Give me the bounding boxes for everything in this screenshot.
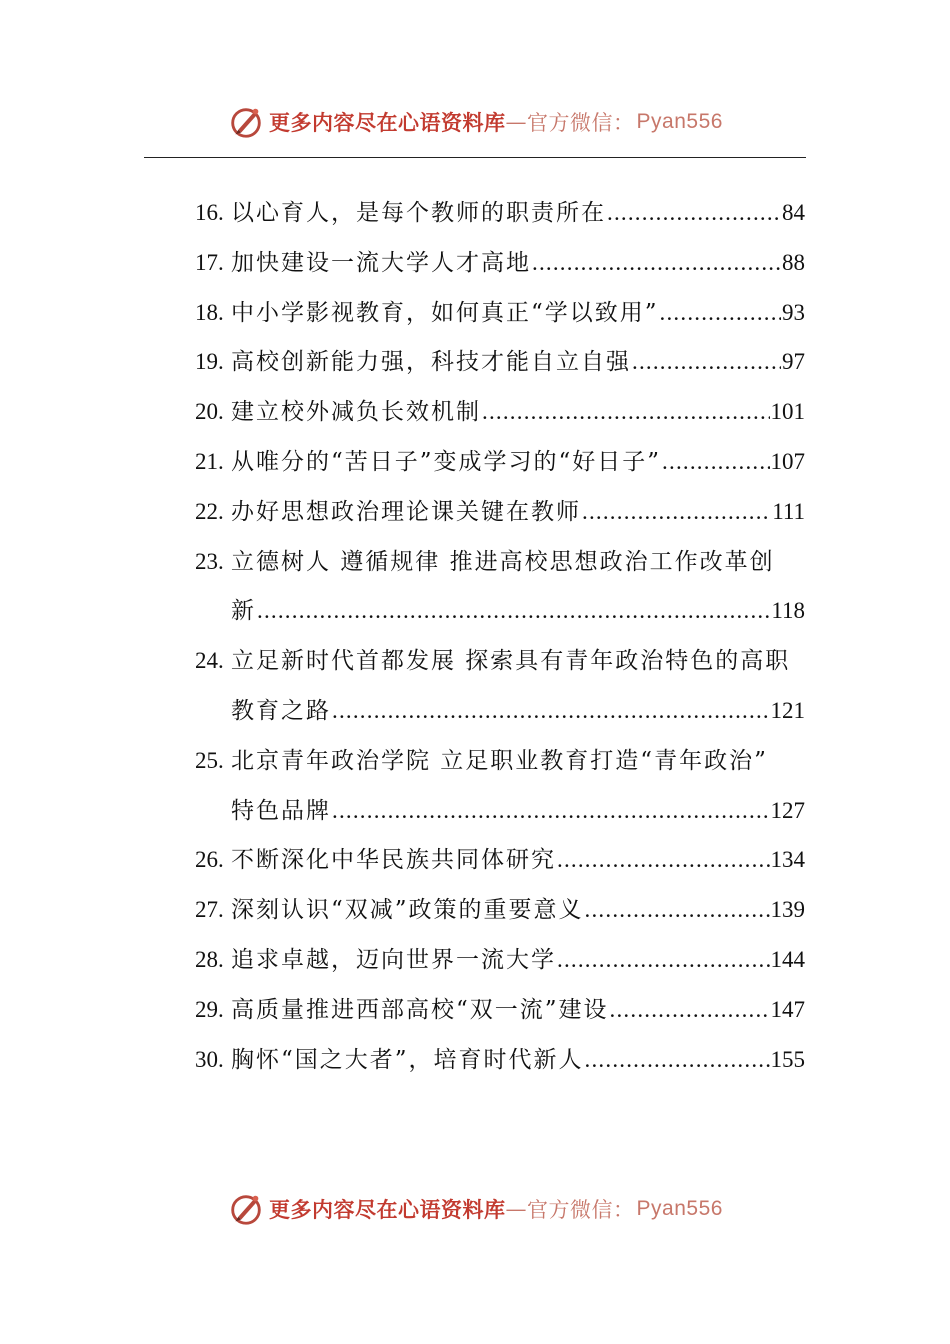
toc-dot-leader: [632, 337, 781, 387]
toc-entry-page: 97: [782, 349, 805, 375]
table-of-contents: [195, 188, 805, 1084]
toc-entry-page: 118: [771, 598, 805, 624]
toc-entry[interactable]: [195, 437, 805, 487]
toc-entry-page: 93: [782, 299, 805, 325]
toc-entry-title: 深刻认识“双减”政策的重要意义: [231, 897, 584, 924]
toc-entry-line: [195, 387, 805, 437]
toc-entry[interactable]: [195, 387, 805, 437]
toc-entry-line: [195, 636, 805, 686]
toc-entry-page: 88: [782, 249, 805, 275]
toc-entry-number: 16.: [195, 200, 224, 225]
toc-entry-page: 134: [770, 847, 805, 873]
toc-entry-line: [195, 288, 805, 338]
toc-entry-page: 101: [770, 399, 805, 425]
wechat-label: 官方微信：: [527, 111, 635, 135]
toc-entry-page: 144: [770, 946, 805, 972]
toc-dot-leader: [557, 835, 770, 885]
header-rule: [144, 157, 806, 158]
toc-entry-title: 办好思想政治理论课关键在教师: [231, 498, 581, 525]
toc-entry[interactable]: [195, 288, 805, 338]
wechat-id: Pyan556: [636, 110, 723, 133]
footer-watermark: [0, 1190, 950, 1228]
toc-entry[interactable]: [195, 736, 805, 836]
toc-entry[interactable]: [195, 935, 805, 985]
toc-entry-page: 155: [770, 1046, 805, 1072]
toc-entry-page: 107: [770, 448, 805, 474]
toc-dot-leader: [662, 437, 769, 487]
toc-entry-number: 21.: [195, 448, 224, 474]
toc-entry-title: 特色品牌: [231, 797, 331, 824]
toc-entry-number: 30.: [195, 1046, 224, 1072]
toc-entry-line: [195, 586, 805, 636]
toc-dot-leader: [585, 1035, 770, 1085]
toc-entry-title: 中小学影视教育，如何真正“学以致用”: [231, 299, 659, 326]
brand-dash: —: [505, 1197, 528, 1221]
toc-entry-line: [195, 487, 805, 537]
toc-dot-leader: [482, 387, 770, 437]
toc-entry-title: 以心育人，是每个教师的职责所在: [231, 200, 606, 226]
toc-entry-number: 20.: [195, 399, 224, 425]
toc-entry[interactable]: [195, 188, 805, 238]
toc-entry-title: 追求卓越，迈向世界一流大学: [231, 946, 556, 973]
header-watermark: [0, 103, 950, 141]
toc-entry-title: 立德树人 遵循规律 推进高校思想政治工作改革创: [231, 548, 775, 575]
toc-entry[interactable]: [195, 1035, 805, 1085]
toc-entry-number: 27.: [195, 897, 224, 923]
toc-dot-leader: [610, 985, 770, 1035]
toc-entry-page: 121: [770, 697, 805, 723]
toc-dot-leader: [660, 288, 781, 338]
toc-entry[interactable]: [195, 238, 805, 288]
toc-entry[interactable]: [195, 985, 805, 1035]
toc-entry-line: [195, 188, 805, 238]
toc-entry-line: [195, 835, 805, 885]
toc-entry-line: [195, 935, 805, 985]
toc-entry[interactable]: [195, 337, 805, 387]
toc-entry-line: [195, 686, 805, 736]
toc-entry-line: [195, 238, 805, 288]
toc-entry-page: 139: [770, 897, 805, 923]
toc-entry[interactable]: [195, 487, 805, 537]
toc-dot-leader: [332, 786, 770, 836]
toc-entry-line: [195, 337, 805, 387]
toc-entry-title: 胸怀“国之大者”，培育时代新人: [231, 1046, 584, 1073]
toc-dot-leader: [532, 238, 781, 288]
toc-entry-number: 24.: [195, 648, 224, 674]
toc-entry-title: 从唯分的“苦日子”变成学习的“好日子”: [231, 448, 662, 475]
wechat-id: Pyan556: [636, 1197, 723, 1220]
toc-entry-title: 北京青年政治学院 立足职业教育打造“青年政治”: [231, 747, 768, 774]
toc-entry-line: [195, 437, 805, 487]
toc-entry-number: 29.: [195, 996, 224, 1022]
toc-entry-line: [195, 885, 805, 935]
toc-entry-title: 加快建设一流大学人才高地: [231, 249, 531, 276]
toc-entry-title: 立足新时代首都发展 探索具有青年政治特色的高职: [231, 648, 791, 675]
toc-entry-page: 127: [770, 797, 805, 823]
toc-entry-page: 111: [772, 498, 805, 524]
toc-entry-number: 19.: [195, 349, 224, 375]
toc-entry-title: 建立校外减负长效机制: [231, 399, 481, 426]
toc-entry-line: [195, 537, 805, 587]
brand-text: 更多内容尽在心语资料库: [269, 110, 506, 135]
brand-dash: —: [505, 110, 528, 134]
toc-dot-leader: [257, 586, 770, 636]
toc-entry-line: [195, 1035, 805, 1085]
toc-entry-page: 84: [782, 200, 805, 225]
toc-dot-leader: [585, 885, 770, 935]
toc-entry-title: 教育之路: [231, 697, 331, 724]
toc-entry-number: 22.: [195, 498, 224, 524]
toc-entry[interactable]: [195, 835, 805, 885]
toc-dot-leader: [332, 686, 770, 736]
toc-dot-leader: [557, 935, 770, 985]
pen-logo-icon: [227, 1190, 265, 1228]
toc-entry-title: 高校创新能力强，科技才能自立自强: [231, 349, 631, 376]
wechat-label: 官方微信：: [527, 1198, 635, 1222]
toc-entry-title: 高质量推进西部高校“双一流”建设: [231, 996, 609, 1023]
toc-entry-line: [195, 786, 805, 836]
toc-entry-number: 28.: [195, 946, 224, 972]
toc-dot-leader: [582, 487, 771, 537]
toc-entry-number: 17.: [195, 249, 224, 275]
toc-entry-title: 不断深化中华民族共同体研究: [231, 847, 556, 874]
toc-entry-number: 23.: [195, 548, 224, 574]
toc-entry-title: 新: [231, 598, 256, 625]
toc-entry[interactable]: [195, 537, 805, 637]
toc-entry-number: 18.: [195, 299, 224, 325]
toc-entry-number: 26.: [195, 847, 224, 873]
brand-text: 更多内容尽在心语资料库: [269, 1197, 506, 1222]
toc-entry-number: 25.: [195, 747, 224, 773]
toc-entry[interactable]: [195, 885, 805, 935]
toc-dot-leader: [607, 188, 781, 238]
toc-entry-line: [195, 736, 805, 786]
pen-logo-icon: [227, 103, 265, 141]
toc-entry[interactable]: [195, 636, 805, 736]
toc-entry-page: 147: [770, 996, 805, 1022]
toc-entry-line: [195, 985, 805, 1035]
